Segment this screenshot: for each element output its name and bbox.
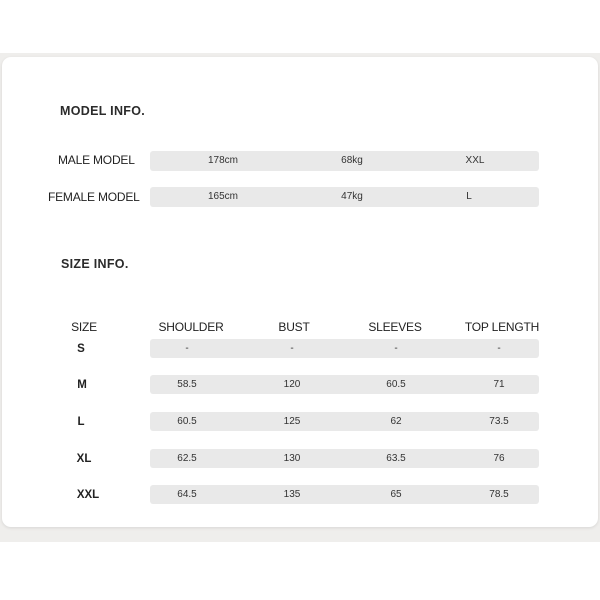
model-row-female	[150, 187, 539, 207]
model-row-male	[150, 151, 539, 171]
model-info-title: MODEL INFO.	[60, 104, 146, 118]
shoulder-value: 64.5	[177, 489, 197, 500]
shoulder-value: 62.5	[177, 453, 197, 464]
table-row	[150, 412, 539, 431]
size-label: L	[77, 416, 85, 428]
model-row-label: FEMALE MODEL	[48, 190, 140, 204]
size-label: M	[77, 379, 87, 391]
sleeves-value: -	[394, 343, 398, 354]
table-row	[150, 449, 539, 468]
size-label: S	[77, 343, 85, 355]
sleeves-value: 62	[390, 416, 402, 427]
column-header-bust: BUST	[278, 320, 310, 334]
model-weight: 68kg	[341, 155, 363, 166]
column-header-top-length: TOP LENGTH	[464, 320, 540, 334]
sleeves-value: 63.5	[386, 453, 406, 464]
model-size: XXL	[465, 155, 485, 166]
shoulder-value: -	[185, 343, 189, 354]
table-row	[150, 375, 539, 394]
column-header-size: SIZE	[71, 320, 97, 334]
shoulder-value: 58.5	[177, 379, 197, 390]
size-info-title: SIZE INFO.	[61, 257, 129, 271]
model-size: L	[466, 191, 472, 202]
sleeves-value: 65	[390, 489, 402, 500]
bust-value: 125	[283, 416, 301, 427]
model-weight: 47kg	[341, 191, 363, 202]
model-row-label: MALE MODEL	[58, 153, 135, 167]
column-header-sleeves: SLEEVES	[368, 320, 422, 334]
column-header-shoulder: SHOULDER	[158, 320, 224, 334]
top-length-value: 71	[493, 379, 505, 390]
bust-value: 135	[283, 489, 301, 500]
top-length-value: 78.5	[489, 489, 509, 500]
top-length-value: 76	[493, 453, 505, 464]
size-label: XXL	[76, 489, 100, 501]
top-length-value: -	[497, 343, 501, 354]
table-row	[150, 339, 539, 358]
table-row	[150, 485, 539, 504]
sleeves-value: 60.5	[386, 379, 406, 390]
shoulder-value: 60.5	[177, 416, 197, 427]
bust-value: 120	[283, 379, 301, 390]
top-length-value: 73.5	[489, 416, 509, 427]
size-label: XL	[76, 453, 92, 465]
model-height: 165cm	[207, 191, 239, 202]
bust-value: -	[290, 343, 294, 354]
model-height: 178cm	[207, 155, 239, 166]
bust-value: 130	[283, 453, 301, 464]
